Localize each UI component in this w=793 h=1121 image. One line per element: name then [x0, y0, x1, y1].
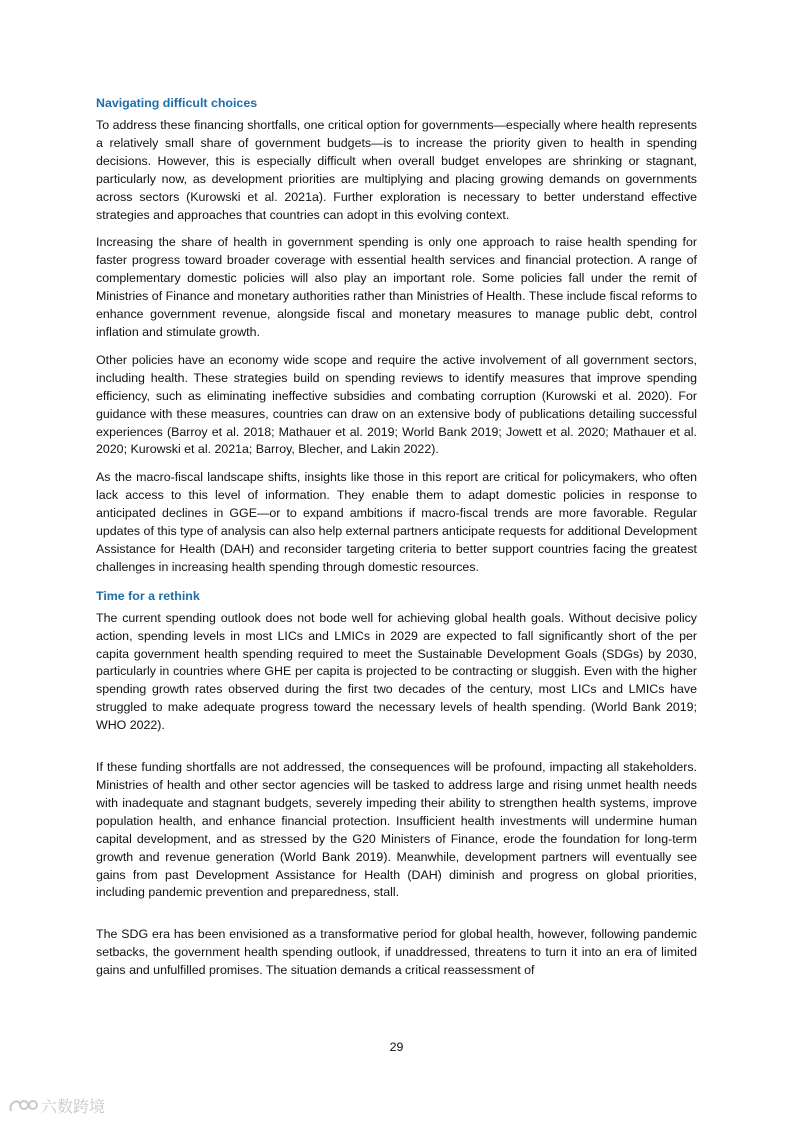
- section-heading-navigating: Navigating difficult choices: [96, 96, 258, 110]
- watermark: [8, 1094, 105, 1117]
- document-page: [96, 94, 697, 990]
- logo-icon: [8, 1097, 38, 1115]
- paragraph: The current spending outlook does not bode well for achieving global health goals. Without decisive policy action, spending levels in most LICs and LMICs in 2029 are expected to fall significantly short of the per capita government health spending required to meet the Sustainable Development Goals (SDGs) by 2030, particularly in countries where GHE per capita is projected to be contracting or sluggish. Even with the higher spending growth rates observed during the first two decades of the century, most LICs and LMICs have struggled to make adequate progress toward the necessary levels of health spending. (World Bank 2019; WHO 2022).: [96, 610, 697, 733]
- paragraph: As the macro-fiscal landscape shifts, insights like those in this report are critical for policymakers, who often lack access to this level of information. They enable them to adapt domestic policies in response to anticipated declines in GGE—or to expand ambitions if macro-fiscal trends are more favorable. Regular updates of this type of analysis can also help external partners anticipate requests for additional Development Assistance for Health (DAH) and reconsider targeting criteria to better support countries facing the greatest challenges in increasing health spending through domestic resources.: [96, 470, 697, 574]
- paragraph: The SDG era has been envisioned as a transformative period for global health, however, following pandemic setbacks, the government health spending outlook, if unaddressed, threatens to turn it into an era of limited gains and unfulfilled promises. The situation demands a critical reassessment of: [96, 927, 697, 978]
- page-number: 29: [389, 1040, 404, 1054]
- paragraph: To address these financing shortfalls, one critical option for governments—especially where health represents a relatively small share of government budgets—is to increase the priority given to health in spending decisions. However, this is especially difficult when overall budget envelopes are shrinking or stagnant, particularly now, as development priorities are multiplying and placing growing demands on governments across sectors (Kurowski et al. 2021a). Further exploration is necessary to better understand effective strategies and approaches that countries can adopt in this evolving context.: [96, 118, 697, 222]
- paragraph: Other policies have an economy wide scope and require the active involvement of all government sectors, including health. These strategies build on spending reviews to identify measures that improve spending efficiency, such as eliminating ineffective subsidies and combating corruption (Kurowski et al. 2020). For guidance with these measures, countries can draw on an extensive body of publications detailing successful experiences (Barroy et al. 2018; Mathauer et al. 2019; World Bank 2019; Jowett et al. 2020; Mathauer et al. 2020; Kurowski et al. 2021a; Barroy, Blecher, and Lakin 2022).: [96, 352, 697, 457]
- paragraph: Increasing the share of health in government spending is only one approach to raise health spending for faster progress toward broader coverage with essential health services and financial protection. A range of complementary domestic policies will also play an important role. Some policies fall under the remit of Ministries of Finance and monetary authorities rather than Ministries of Health. These include fiscal reforms to enhance government revenue, alongside fiscal and monetary measures to manage public debt, control inflation and stimulate growth.: [96, 235, 697, 339]
- section-heading-rethink: Time for a rethink: [96, 588, 200, 603]
- paragraph: If these funding shortfalls are not addressed, the consequences will be profound, impacting all stakeholders. Ministries of health and other sector agencies will be tasked to address large and rising unmet health needs with inadequate and stagnant budgets, severely impeding their ability to strengthen health systems, improve population health, and enhance financial protection. Insufficient health investments will undermine human capital development, and as stressed by the G20 Ministers of Finance, erode the foundation for long-term growth and revenue generation (World Bank 2019). Meanwhile, development partners will eventually see gains from past Development Assistance for Health (DAH) diminish and progress on global priorities, including pandemic prevention and preparedness, stall.: [96, 760, 697, 900]
- watermark-text: 六数跨境: [41, 1097, 106, 1116]
